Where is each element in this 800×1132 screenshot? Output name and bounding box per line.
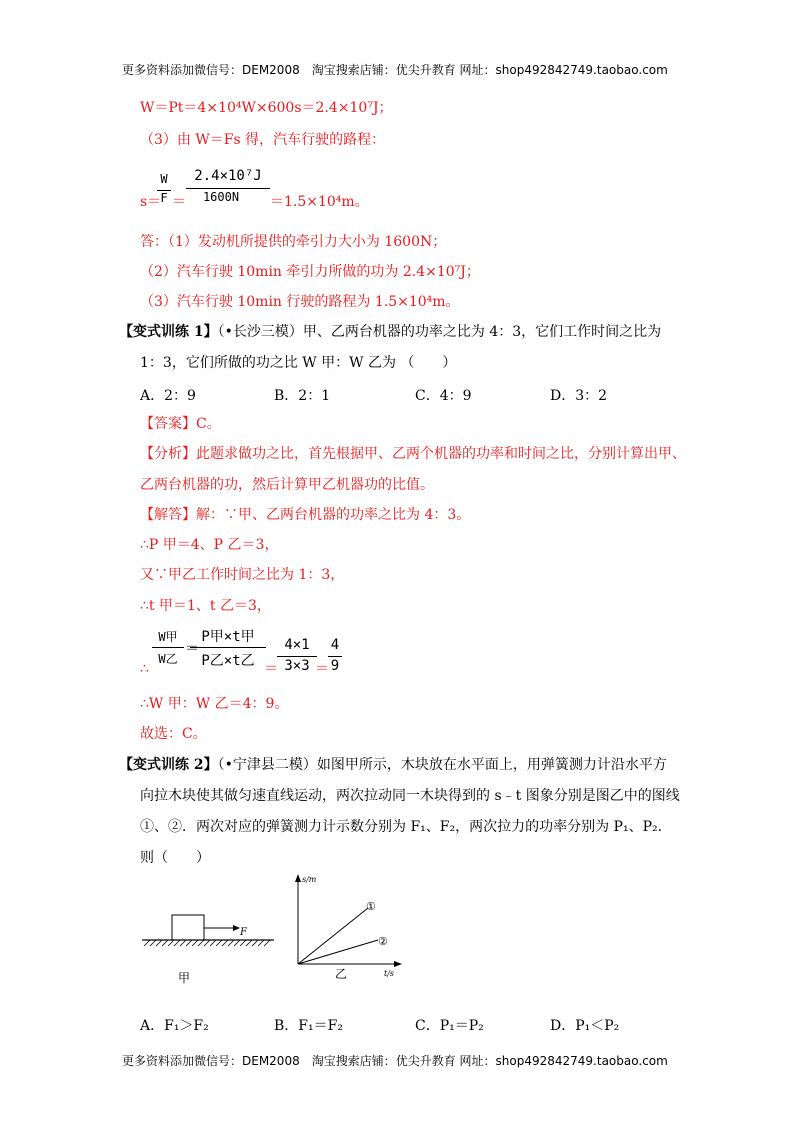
s-fraction-den: F xyxy=(160,191,168,205)
ratio-pt-num: P甲×t甲 xyxy=(201,629,255,645)
q1-solution-5: ∴W 甲：W 乙＝4：9。 xyxy=(140,696,289,712)
ratio-w-den: W乙 xyxy=(158,652,178,666)
therefore-symbol: ∴ xyxy=(140,661,149,677)
q2-stem-line1 xyxy=(119,756,667,774)
q1-solution-1: 【解答】解：∵甲、乙两台机器的功率之比为 4：3。 xyxy=(140,507,471,523)
q1-solution-2: ∴P 甲＝4、P 乙＝3， xyxy=(140,537,279,553)
ratio-final-bar xyxy=(328,656,342,657)
step3-text: （3）由 W＝Fs 得，汽车行驶的路程： xyxy=(140,132,386,148)
s-value-bar xyxy=(186,188,270,189)
q2-stem-line3: ①、②．两次对应的弹簧测力计示数分别为 F₁、F₂，两次拉力的功率分别为 P₁、P₂． xyxy=(140,819,672,835)
q2-option-b: B．F₁＝F₂ xyxy=(274,1018,343,1034)
figure-yi-caption: 乙 xyxy=(335,967,348,981)
answer-2: （2）汽车行驶 10min 牵引力所做的功为 2.4×10⁷J； xyxy=(140,264,480,280)
line-1 xyxy=(298,908,368,964)
figure-yi-st-graph xyxy=(288,872,408,982)
line-1-label: ① xyxy=(366,900,376,913)
ratio-eq-3: ＝ xyxy=(315,661,329,677)
q2-option-a: A．F₁＞F₂ xyxy=(140,1018,209,1034)
answer-3: （3）汽车行驶 10min 行驶的路程为 1.5×10⁴m。 xyxy=(140,294,460,310)
ratio-w-bar xyxy=(152,647,184,648)
q2-stem-line2: 向拉木块使其做匀速直线运动，两次拉动同一木块得到的 s﹣t 图象分别是图乙中的图线 xyxy=(140,788,680,804)
ratio-w-num: W甲 xyxy=(158,630,178,644)
s-den-value: 1600N xyxy=(202,190,240,204)
line-2 xyxy=(298,940,378,964)
q1-analysis-2: 乙两台机器的功，然后计算甲乙机器功的比值。 xyxy=(140,477,434,493)
q1-stem-line2: 1：3，它们所做的功之比 W 甲：W 乙为 （ ） xyxy=(140,355,457,371)
ratio-num-value: 4×1 xyxy=(284,637,310,653)
q1-stem-line1 xyxy=(119,323,661,341)
q1-option-b: B．2：1 xyxy=(274,388,331,404)
ratio-num-bar xyxy=(277,656,317,657)
q2-option-d: D．P₁＜P₂ xyxy=(550,1018,620,1034)
force-arrowhead xyxy=(233,925,240,931)
work-formula-line: W＝Pt＝4×10⁴W×600s＝2.4×10⁷J； xyxy=(140,100,393,116)
q2-stem1: （•宁津县二模）如图甲所示，木块放在水平面上，用弹簧测力计沿水平方 xyxy=(217,757,667,773)
line-2-label: ② xyxy=(378,935,388,948)
q2-stem-line4: 则（ ） xyxy=(140,850,210,866)
q2-tag: 【变式训练 2】 xyxy=(119,757,218,773)
y-axis-arrow xyxy=(295,874,301,882)
q2-option-c: C．P₁＝P₂ xyxy=(415,1018,484,1034)
q1-solution-3: 又∵甲乙工作时间之比为 1：3， xyxy=(140,567,345,583)
q1-tag: 【变式训练 1】 xyxy=(119,324,218,340)
figure-jia xyxy=(138,905,278,985)
q1-option-a: A．2：9 xyxy=(140,388,196,404)
page-header: 更多资料添加微信号：DEM2008 淘宝搜索店铺：优尖升教育 网址：shop492842749.taobao.com xyxy=(122,63,668,77)
s-fraction-num: W xyxy=(160,172,168,186)
page-footer: 更多资料添加微信号：DEM2008 淘宝搜索店铺：优尖升教育 网址：shop492842749.taobao.com xyxy=(122,1054,668,1068)
ratio-final-den: 9 xyxy=(330,658,340,674)
ratio-final-num: 4 xyxy=(330,637,340,653)
q1-answer: 【答案】C。 xyxy=(140,416,221,432)
q1-option-c: C．4：9 xyxy=(415,388,472,404)
s-num-value: 2.4×10⁷J xyxy=(194,168,262,184)
ratio-eq-2: ＝ xyxy=(264,661,278,677)
ratio-den-value: 3×3 xyxy=(284,658,310,674)
q1-analysis-1: 【分析】此题求做功之比，首先根据甲、乙两个机器的功率和时间之比，分别计算出甲、 xyxy=(140,446,686,462)
y-axis-label: s/m xyxy=(302,875,317,884)
ratio-eq-1: ＝ xyxy=(185,641,199,657)
q1-solution-4: ∴t 甲＝1、t 乙＝3， xyxy=(140,598,271,614)
x-axis-arrow xyxy=(394,961,402,967)
force-label: F xyxy=(240,927,247,938)
ratio-pt-den: P乙×t乙 xyxy=(201,653,255,669)
ground-hatching xyxy=(144,940,270,946)
s-eq: ＝ xyxy=(172,194,186,210)
q1-solution-6: 故选：C。 xyxy=(140,726,207,742)
ratio-pt-bar xyxy=(190,647,266,648)
x-axis-label: t/s xyxy=(384,969,395,978)
wood-block xyxy=(172,915,204,940)
answer-1: 答：（1）发动机所提供的牵引力大小为 1600N； xyxy=(140,234,447,250)
s-label: s＝ xyxy=(140,194,162,210)
s-result: ＝1.5×10⁴m。 xyxy=(270,194,369,210)
q1-stem1: （•长沙三模）甲、乙两台机器的功率之比为 4：3，它们工作时间之比为 xyxy=(217,324,662,340)
q1-option-d: D．3：2 xyxy=(550,388,608,404)
figure-jia-caption: 甲 xyxy=(178,971,191,985)
